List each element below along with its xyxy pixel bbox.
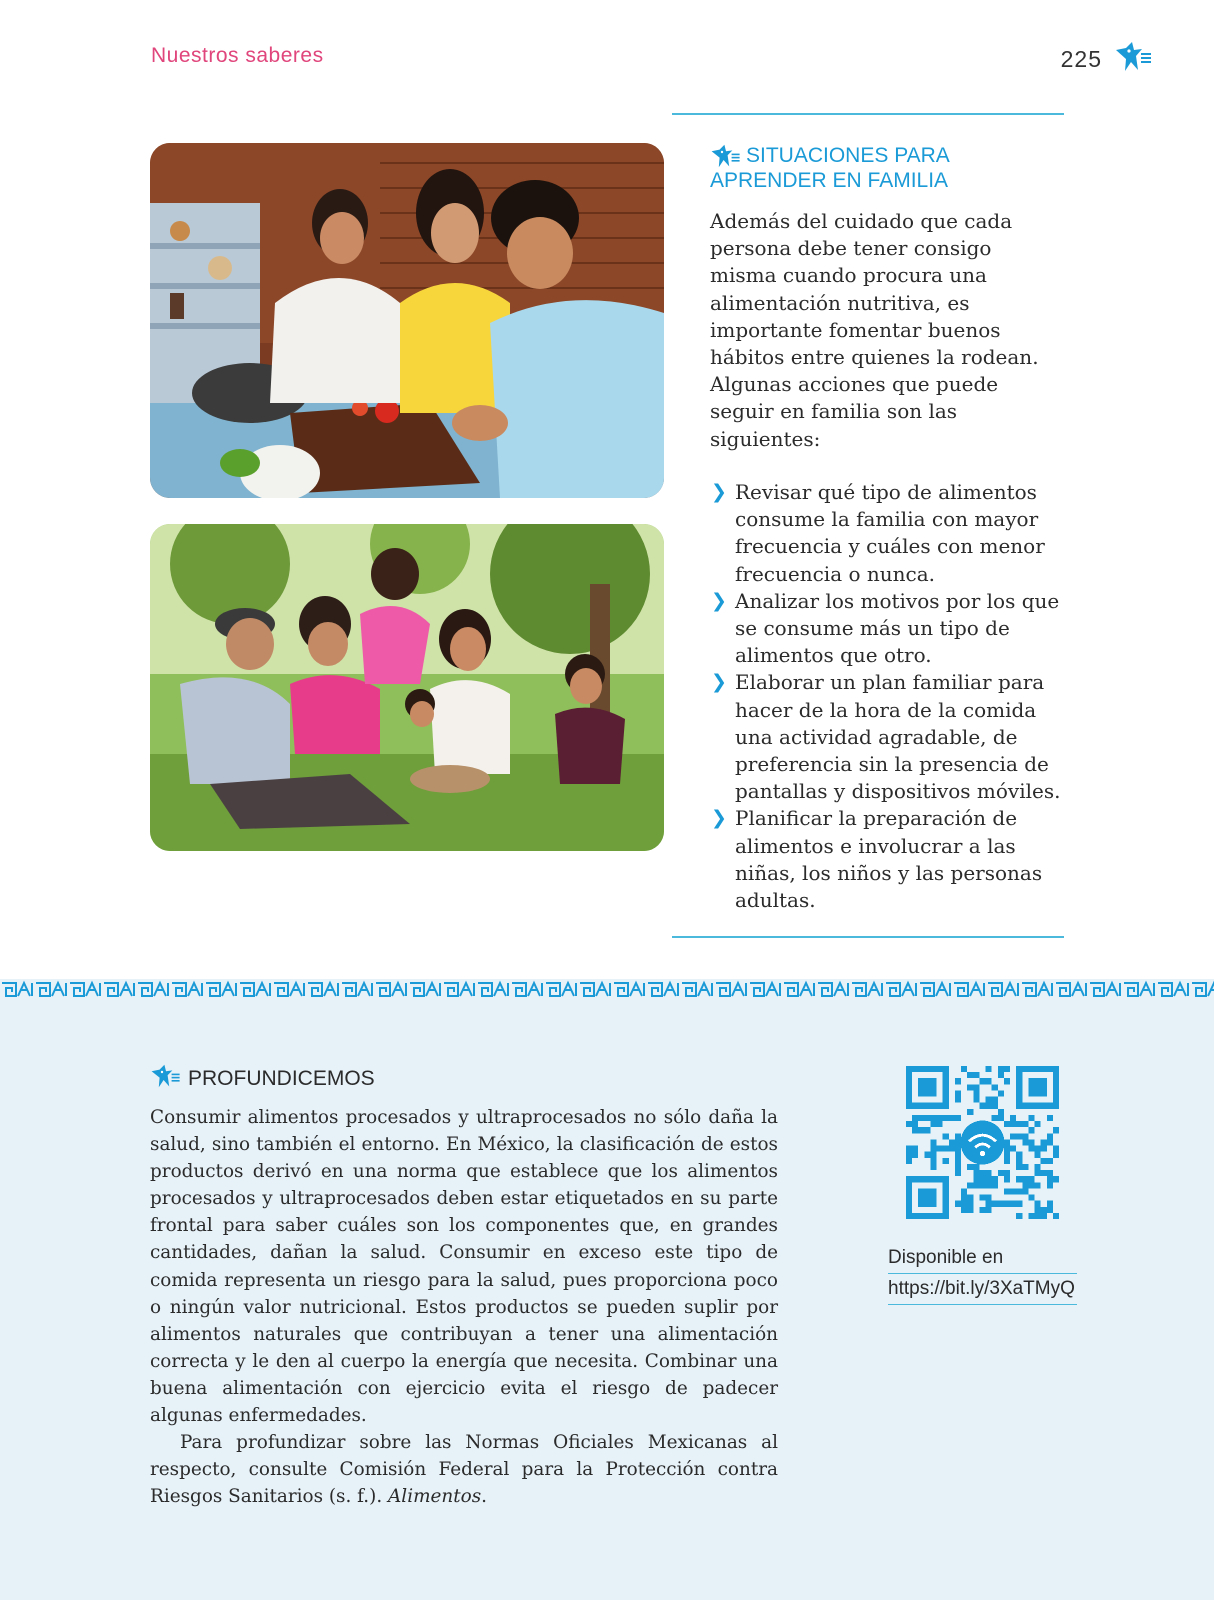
situaciones-bullet-list [710, 479, 1070, 914]
reference-title: Alimentos [388, 1486, 482, 1508]
cooking-family-photo [150, 143, 664, 498]
profundicemos-paragraph-1: Consumir alimentos procesados y ultraprocesados no sólo daña la salud, sino también el entorno. En México, la clasificación de estos productos derivó en una norma que establece que los alimentos procesados y ultraprocesados deben estar etiquetados en su parte frontal para saber cuáles son los componentes que, en grandes cantidades, dañan la salud. Consumir en exceso este tipo de comida representa un riesgo para la salud, pues proporciona poco o ningún valor nutricional. Estos productos se pueden suplir por alimentos naturales que contribuyan a tener una alimentación correcta y le den al cuerpo la energía que necesita. Combinar una buena alimentación con ejercicio evita el riesgo de padecer algunas enfermedades. [150, 1107, 778, 1427]
situaciones-intro: Además del cuidado que cada persona debe tener consigo misma cuando procura una alimentación nutritiva, es importante fomentar buenos hábitos entre quienes la rodean. Algunas acciones que puede seguir en familia son las siguientes: [710, 209, 1039, 451]
chevron-right-icon: ❯ [711, 671, 727, 694]
list-item [710, 479, 1070, 588]
picnic-family-photo [150, 524, 664, 851]
situaciones-title [710, 143, 1040, 193]
box-bottom-rule [672, 936, 1064, 938]
hummingbird-icon [1112, 40, 1152, 78]
situaciones-title-line2: APRENDER EN FAMILIA [710, 169, 949, 192]
list-item [710, 669, 1070, 805]
chevron-right-icon: ❯ [711, 589, 727, 612]
paragraph-2-text: Para profundizar sobre las Normas Oficiales Mexicanas al respecto, consulte Comisión Federal para la Protección contra Riesgos Sanitarios (s. f.). [150, 1432, 778, 1508]
list-item [710, 588, 1070, 670]
paragraph-2-end: . [481, 1486, 488, 1508]
list-item [710, 805, 1070, 914]
list-item-text: Planificar la preparación de alimentos e involucrar a las niñas, los niños y las personas adultas. [735, 806, 1043, 913]
situaciones-title-line1: SITUACIONES PARA [746, 144, 950, 167]
profundicemos-title-text: PROFUNDICEMOS [188, 1067, 375, 1090]
section-title: Nuestros saberes [151, 44, 324, 67]
list-item-text: Analizar los motivos por los que se consume más un tipo de alimentos que otro. [735, 588, 1060, 668]
list-item-text: Elaborar un plan familiar para hacer de la hora de la comida una actividad agradable, de preferencia sin la presencia de pantallas y dispositivos móviles. [735, 670, 1061, 804]
decorative-fret-border [0, 979, 1214, 1000]
qr-caption [888, 1243, 1077, 1305]
page-header-right [1061, 40, 1152, 78]
box-top-rule [672, 113, 1064, 115]
qr-link[interactable]: https://bit.ly/3XaTMyQ [888, 1274, 1077, 1305]
chevron-right-icon: ❯ [711, 481, 727, 503]
qr-code-icon[interactable] [906, 1066, 1059, 1219]
hummingbird-icon [710, 144, 742, 174]
profundicemos-title [150, 1064, 375, 1094]
page-number: 225 [1060, 45, 1102, 72]
profundicemos-paragraph-2 [150, 1429, 778, 1510]
hummingbird-icon [150, 1064, 182, 1094]
profundicemos-body [150, 1104, 778, 1510]
list-item-text: Revisar qué tipo de alimentos consume la familia con mayor frecuencia y cuáles con menor frecuencia o nunca. [735, 480, 1045, 586]
chevron-right-icon: ❯ [711, 807, 727, 830]
qr-caption-label: Disponible en [888, 1243, 1077, 1274]
